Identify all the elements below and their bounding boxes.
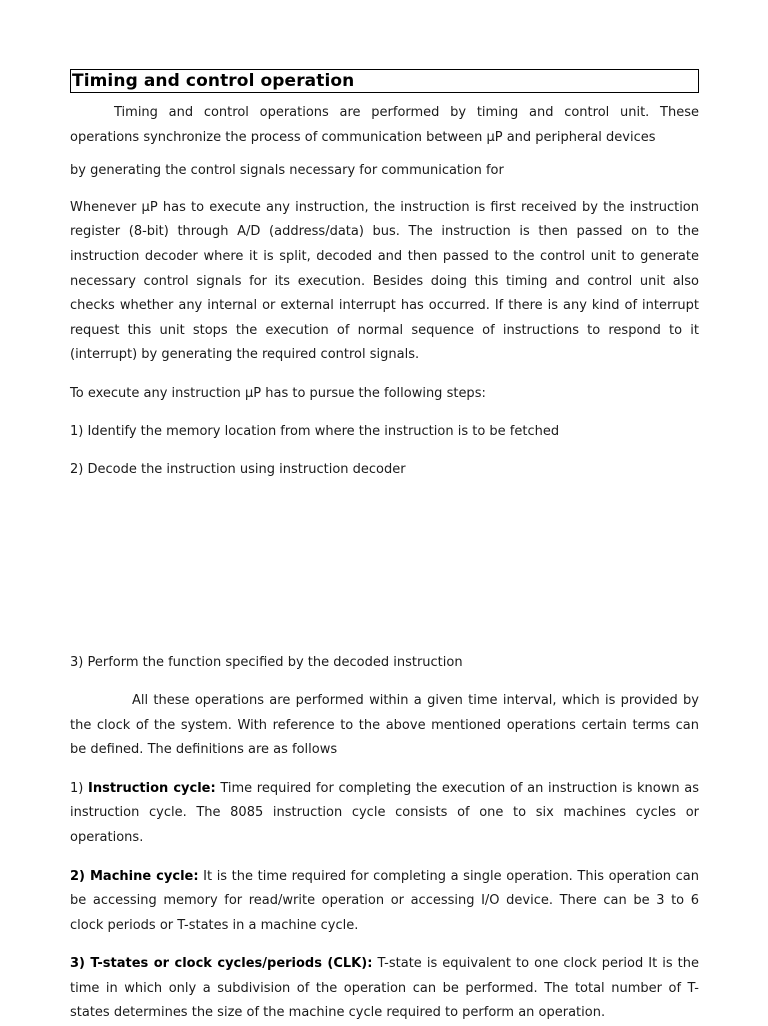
steps-intro: To execute any instruction μP has to pursue the following steps:	[70, 385, 486, 401]
page-title: Timing and control operation	[72, 71, 355, 91]
definition-machine-cycle	[70, 865, 699, 939]
step-1: 1) Identify the memory location from where the instruction is to be fetched	[70, 423, 560, 439]
step-2: 2) Decode the instruction using instruction decoder	[70, 461, 406, 477]
definition-t-states	[70, 952, 699, 1026]
definition-term: 3) T-states or clock cycles/periods (CLK):	[70, 956, 373, 972]
definition-text: It is the time required for completing a single operation. This operation can be accessing memory for read/write operation or accessing I/O device. There can be 3 to 6 clock periods or T-states in a machine cycle.	[70, 868, 699, 933]
definition-term: 2) Machine cycle:	[70, 868, 199, 884]
step-3: 3) Perform the function specified by the decoded instruction	[70, 654, 463, 670]
definition-text: Time required for completing the execution of an instruction is known as instruction cycle. The 8085 instruction cycle consists of one to six machines cycles or operations.	[70, 780, 699, 845]
intro-paragraph: Timing and control operations are performed by timing and control unit. These operations synchronize the process of communication between μP and peripheral devices	[70, 105, 699, 145]
definition-number: 1)	[70, 780, 84, 796]
document-page	[70, 69, 699, 1026]
definition-text: T-state is equivalent to one clock period It is the time in which only a subdivision of the operation can be performed. The total number of T-states determines the size of the machine cycle required to perform an operation.	[70, 956, 699, 1021]
definition-instruction-cycle	[70, 777, 699, 851]
intro-paragraph-continuation: by generating the control signals necessary for communication for	[70, 163, 504, 179]
whenever-paragraph: Whenever μP has to execute any instruction, the instruction is first received by the instruction register (8-bit) through A/D (address/data) bus. The instruction is then passed on to the instruction decoder where it is split, decoded and then passed to the control unit to generate necessary control signals for its execution. Besides doing this timing and control unit also checks whether any internal or external interrupt has occurred. If there is any kind of interrupt request this unit stops the execution of normal sequence of instructions to respond to it (interrupt) by generating the required control signals.	[70, 199, 699, 363]
title-box	[70, 69, 699, 93]
all-operations-paragraph: All these operations are performed within a given time interval, which is provided by the clock of the system. With reference to the above mentioned operations certain terms can be defined. The definitions are as follows	[70, 692, 699, 758]
definition-term: Instruction cycle:	[88, 780, 216, 796]
